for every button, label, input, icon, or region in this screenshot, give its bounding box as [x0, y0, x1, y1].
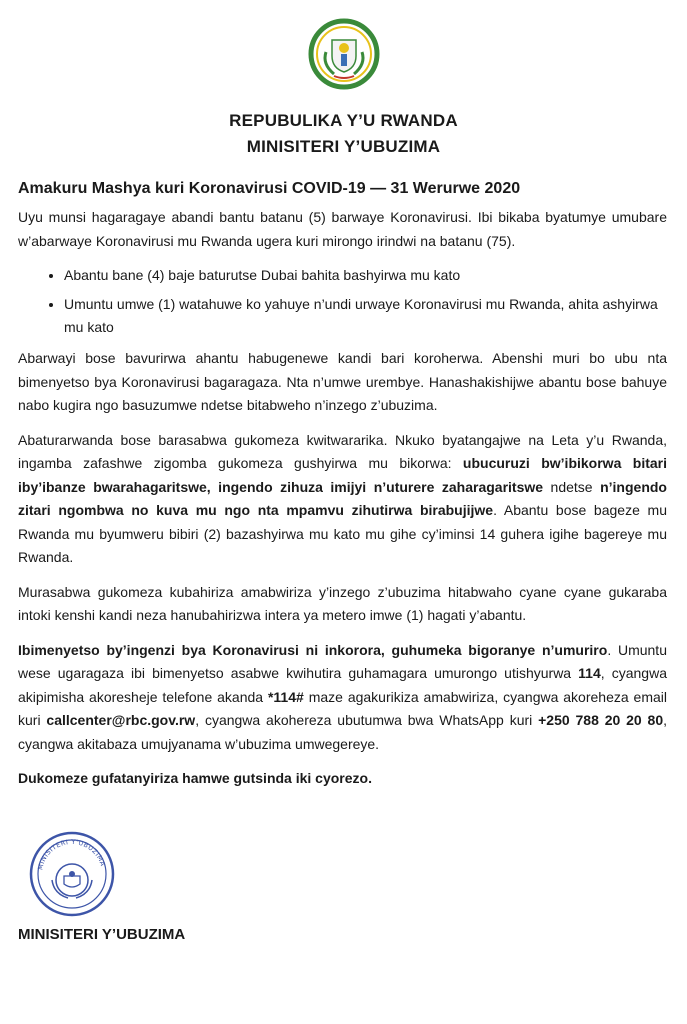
- ministry-seal-stamp-icon: [28, 830, 116, 918]
- hotline-number: 114: [578, 665, 601, 681]
- country-name: REPUBULIKA Y’U RWANDA: [229, 111, 458, 130]
- list-item: • Umuntu umwe (1) watahuwe ko yahuye n’undi urwaye Koronavirusi mu Rwanda, ahita ashyirwa mu kato: [64, 293, 667, 339]
- ministry-name: MINISITERI Y’UBUZIMA: [246, 137, 441, 156]
- svg-text:MINISITERI Y'UBUZIMA: MINISITERI Y'UBUZIMA: [36, 837, 107, 871]
- signatory-ministry: MINISITERI Y’UBUZIMA: [18, 926, 186, 943]
- ussd-code: *114#: [267, 688, 304, 705]
- paragraph-measures: Abaturarwanda bose barasabwa gukomeza kwitwararika. Nkuko byatangajwe na Leta y’u Rwanda, ingamba zafashwe zigomba gukomeza gushyirwa mu bikorwa: ubucuruzi bw’ibikorwa bitari iby’ibanze bwarahagaritswe, ingendo zihuza imijyi n’uturere zaharagaritswe ndetse n’ingendo zitari ngombwa no kuva mu ngo nta mpamvu zihutirwa birabujijwe. Abantu bose bageze mu Rwanda mu byumweru bibiri (2) bazashyirwa mu kato mu gihe cy’iminsi 14 guhera igihe bagereye mu Rwanda.: [18, 431, 667, 565]
- paragraph-patient-status: Abarwayi bose bavurirwa ahantu habugenewe kandi bari koroherwa. Abenshi muri bo ubu nta bimenyetso bya Koronavirusi bagaragaza. Nta n’umwe urembye. Hanashakishijwe abantu bose bahuye nabo kugira ngo basuzumwe ndetse bitabweho n’inzego z’ubuzima.: [18, 350, 667, 413]
- list-item: • Abantu bane (4) baje baturutse Dubai bahita bashyirwa mu kato: [64, 264, 667, 287]
- paragraph-new-cases: Uyu munsi hagaragaye abandi bantu batanu (5) barwaye Koronavirusi. Ibi bikaba byatumye umubare w’abarwaye Koronavirusi mu Rwanda ugera kuri mirongo irindwi na batanu (75).: [18, 209, 667, 249]
- release-title: Amakuru Mashya kuri Koronavirusi COVID-19 — 31 Werurwe 2020: [18, 180, 521, 197]
- contact-email: callcenter@rbc.gov.rw: [46, 712, 196, 728]
- closing-statement: Dukomeze gufatanyiriza hamwe gutsinda iki cyorezo.: [18, 770, 372, 786]
- paragraph-symptoms-contact: Ibimenyetso by’ingenzi bya Koronavirusi ni inkorora, guhumeka bigoranye n’umuriro. Umuntu wese ugaragaza ibi bimenyetso asabwe kwihutira guhamagara umurongo utishyurwa 114, cyangwa akipimisha akoresheje telefone akanda *114# maze agakurikiza amabwiriza, cyangwa akoreheza email kuri callcenter@rbc.gov.rw, cyangwa akohereza ubutumwa bwa WhatsApp kuri +250 788 20 20 80, cyangwa akitabaza umujyanama w’ubuzima umwegereye.: [18, 641, 668, 752]
- rwanda-coat-of-arms-icon: [308, 18, 380, 90]
- paragraph-hygiene: Murasabwa gukomeza kubahiriza amabwiriza y’inzego z’ubuzima hitabwaho cyane cyane gukaraba intoki kenshi kandi neza hanubahirizwa intera ya metero imwe (1) hagati y’abantu.: [18, 583, 667, 623]
- release-body: [18, 178, 667, 789]
- case-details-list: [18, 264, 667, 339]
- letterhead: [0, 108, 687, 160]
- whatsapp-number: +250 788 20 20 80: [538, 712, 664, 728]
